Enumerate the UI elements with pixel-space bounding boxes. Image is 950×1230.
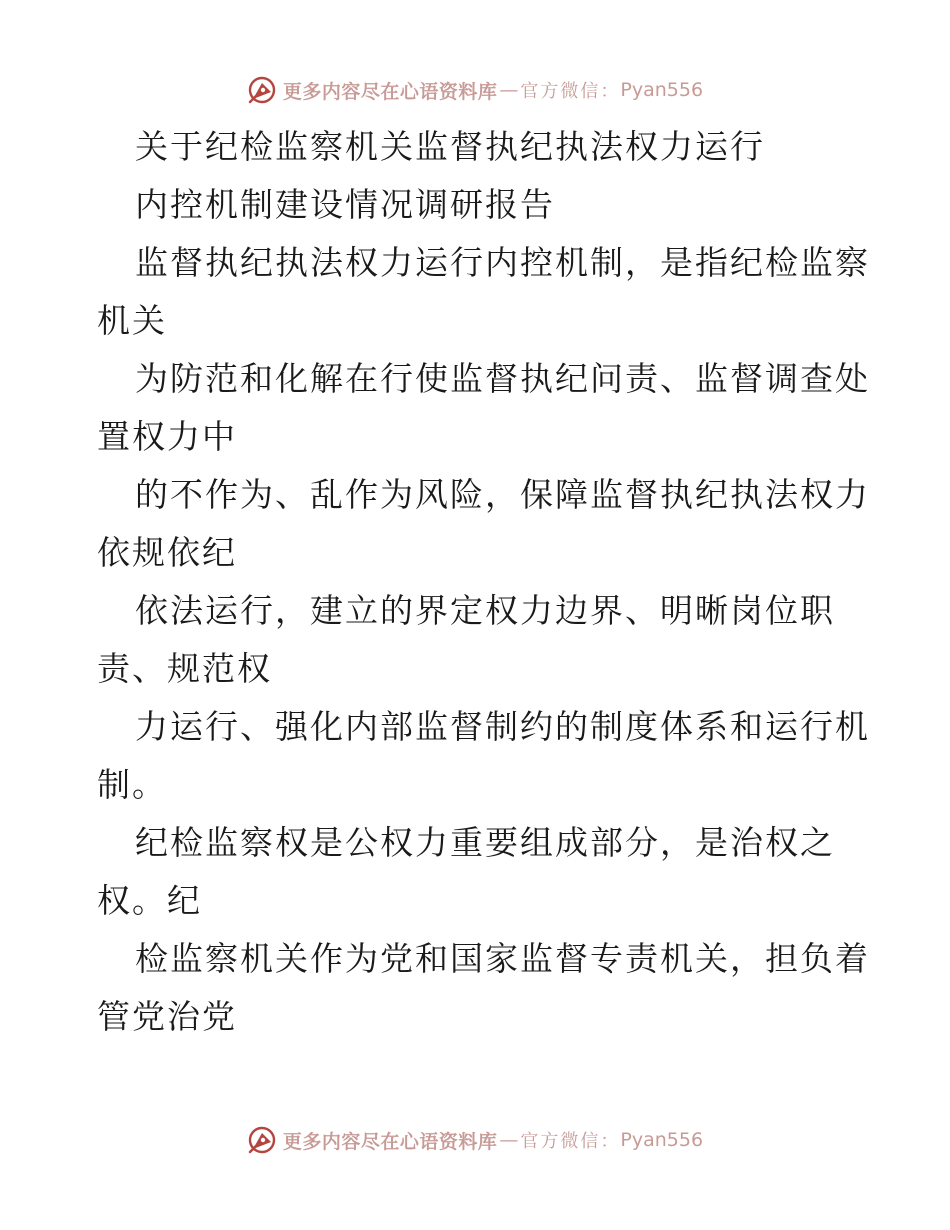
banner-dash: — <box>499 1129 519 1151</box>
text-line: 内控机制建设情况调研报告 <box>135 185 555 224</box>
text-line: 为防范和化解在行使监督执纪问责、监督调查处 <box>135 359 870 398</box>
text-line: 纪检监察权是公权力重要组成部分，是治权之 <box>135 823 835 862</box>
text-line: 的不作为、乱作为风险，保障监督执纪执法权力 <box>135 475 870 514</box>
text-line: 责、规范权 <box>97 649 272 688</box>
banner-main-text: 更多内容尽在心语资料库 <box>282 1130 498 1153</box>
text-line: 制。 <box>97 765 167 804</box>
pen-nib-logo-icon <box>247 1125 277 1155</box>
document-body <box>97 118 870 1046</box>
text-line: 权。纪 <box>97 881 202 920</box>
banner-account: Pyan556 <box>620 1129 704 1151</box>
header-banner <box>0 70 950 110</box>
text-line: 依法运行，建立的界定权力边界、明晰岗位职 <box>135 591 835 630</box>
footer-banner <box>0 1120 950 1160</box>
banner-wechat-label: 官方微信： <box>520 1131 621 1152</box>
text-line: 关于纪检监察机关监督执纪执法权力运行 <box>135 127 765 166</box>
banner-account: Pyan556 <box>620 79 704 101</box>
banner-wechat-label: 官方微信： <box>520 81 621 102</box>
text-line: 置权力中 <box>97 417 237 456</box>
text-line: 依规依纪 <box>97 533 237 572</box>
text-line: 力运行、强化内部监督制约的制度体系和运行机 <box>135 707 870 746</box>
text-line: 管党治党 <box>97 997 237 1036</box>
banner-dash: — <box>499 79 519 101</box>
text-line: 检监察机关作为党和国家监督专责机关，担负着 <box>135 939 870 978</box>
text-line: 机关 <box>97 301 167 340</box>
pen-nib-logo-icon <box>247 75 277 105</box>
banner-main-text: 更多内容尽在心语资料库 <box>282 80 498 103</box>
text-line: 监督执纪执法权力运行内控机制，是指纪检监察 <box>135 243 870 282</box>
